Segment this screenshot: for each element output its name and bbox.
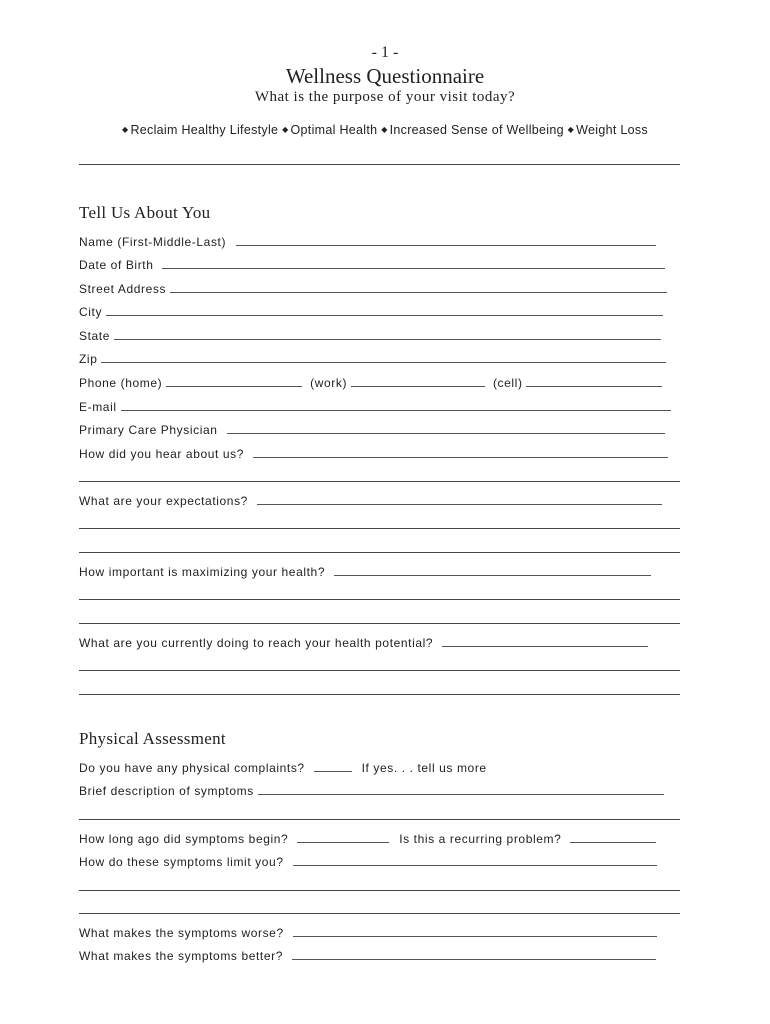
how-long-input[interactable] (297, 830, 389, 843)
name-label: Name (First-Middle-Last) (79, 235, 227, 249)
limit-answer-line[interactable] (79, 890, 680, 891)
street-label: Street Address (79, 282, 167, 296)
email-label: E-mail (79, 400, 117, 414)
page-number: - 1 - (371, 44, 399, 61)
purpose-answer-line[interactable] (79, 164, 680, 165)
complaints-label: Do you have any physical complaints? (79, 761, 305, 775)
email-field (79, 398, 671, 416)
recurring-label: Is this a recurring problem? (399, 832, 562, 846)
physician-label: Primary Care Physician (79, 423, 218, 437)
limit-field (79, 853, 657, 871)
expectations-answer-line[interactable] (79, 552, 680, 553)
importance-answer-line[interactable] (79, 599, 680, 600)
how-long-field (79, 830, 656, 848)
dob-label: Date of Birth (79, 258, 154, 272)
visit-purpose-question: What is the purpose of your visit today? (254, 89, 516, 105)
currently-input[interactable] (442, 634, 648, 647)
better-field (79, 947, 656, 965)
phone-cell-label: (cell) (492, 376, 523, 390)
expectations-label: What are your expectations? (79, 494, 248, 508)
better-input[interactable] (292, 947, 656, 960)
currently-answer-line[interactable] (79, 694, 680, 695)
limit-answer-line[interactable] (79, 913, 680, 914)
diamond-bullet-icon: ◆ (381, 125, 388, 134)
zip-input[interactable] (101, 350, 666, 363)
better-label: What makes the symptoms better? (79, 949, 284, 963)
worse-input[interactable] (293, 924, 657, 937)
state-label: State (79, 329, 111, 343)
email-input[interactable] (121, 398, 671, 411)
importance-label: How important is maximizing your health? (79, 565, 326, 579)
expectations-answer-line[interactable] (79, 528, 680, 529)
visit-purpose-options (0, 123, 770, 137)
complaints-more-label: If yes. . . tell us more (361, 761, 487, 775)
street-input[interactable] (170, 280, 667, 293)
limit-label: How do these symptoms limit you? (79, 855, 284, 869)
description-label: Brief description of symptoms (79, 784, 254, 798)
importance-input[interactable] (334, 563, 651, 576)
zip-field (79, 350, 666, 368)
name-field (79, 233, 656, 251)
hear-label: How did you hear about us? (79, 447, 245, 461)
physician-input[interactable] (227, 421, 665, 434)
section-heading-physical: Physical Assessment (79, 729, 226, 748)
how-long-label: How long ago did symptoms begin? (79, 832, 289, 846)
description-answer-line[interactable] (79, 819, 680, 820)
currently-answer-line[interactable] (79, 670, 680, 671)
purpose-option-optimal-health[interactable]: ◆ Optimal Health (282, 123, 378, 137)
dob-field (79, 256, 665, 274)
purpose-option-weight-loss[interactable]: ◆ Weight Loss (567, 123, 648, 137)
complaints-input[interactable] (314, 759, 352, 772)
hear-answer-line[interactable] (79, 481, 680, 482)
phone-cell-input[interactable] (526, 374, 662, 387)
city-input[interactable] (106, 303, 663, 316)
name-input[interactable] (236, 233, 656, 246)
limit-input[interactable] (293, 853, 657, 866)
recurring-input[interactable] (570, 830, 656, 843)
phone-work-input[interactable] (351, 374, 485, 387)
purpose-option-lifestyle[interactable]: ◆ Reclaim Healthy Lifestyle (122, 123, 279, 137)
importance-field (79, 563, 651, 581)
description-input[interactable] (258, 782, 664, 795)
phone-home-label: Phone (home) (79, 376, 163, 390)
complaints-field (79, 759, 487, 777)
diamond-bullet-icon: ◆ (122, 125, 129, 134)
description-field (79, 782, 664, 800)
city-field (79, 303, 663, 321)
expectations-field (79, 492, 662, 510)
state-input[interactable] (114, 327, 661, 340)
hear-field (79, 445, 668, 463)
state-field (79, 327, 661, 345)
expectations-input[interactable] (257, 492, 662, 505)
zip-label: Zip (79, 352, 98, 366)
phone-home-input[interactable] (166, 374, 302, 387)
diamond-bullet-icon: ◆ (282, 125, 289, 134)
currently-field (79, 634, 648, 652)
phone-work-label: (work) (310, 376, 348, 390)
section-heading-about: Tell Us About You (79, 203, 211, 222)
importance-answer-line[interactable] (79, 623, 680, 624)
currently-label: What are you currently doing to reach your health potential? (79, 636, 434, 650)
purpose-option-wellbeing[interactable]: ◆ Increased Sense of Wellbeing (381, 123, 564, 137)
dob-input[interactable] (162, 256, 665, 269)
worse-label: What makes the symptoms worse? (79, 926, 284, 940)
street-field (79, 280, 667, 298)
phone-field (79, 374, 662, 392)
hear-input[interactable] (253, 445, 668, 458)
diamond-bullet-icon: ◆ (567, 125, 575, 134)
city-label: City (79, 305, 103, 319)
physician-field (79, 421, 665, 439)
page-title: Wellness Questionnaire (285, 64, 485, 88)
worse-field (79, 924, 657, 942)
